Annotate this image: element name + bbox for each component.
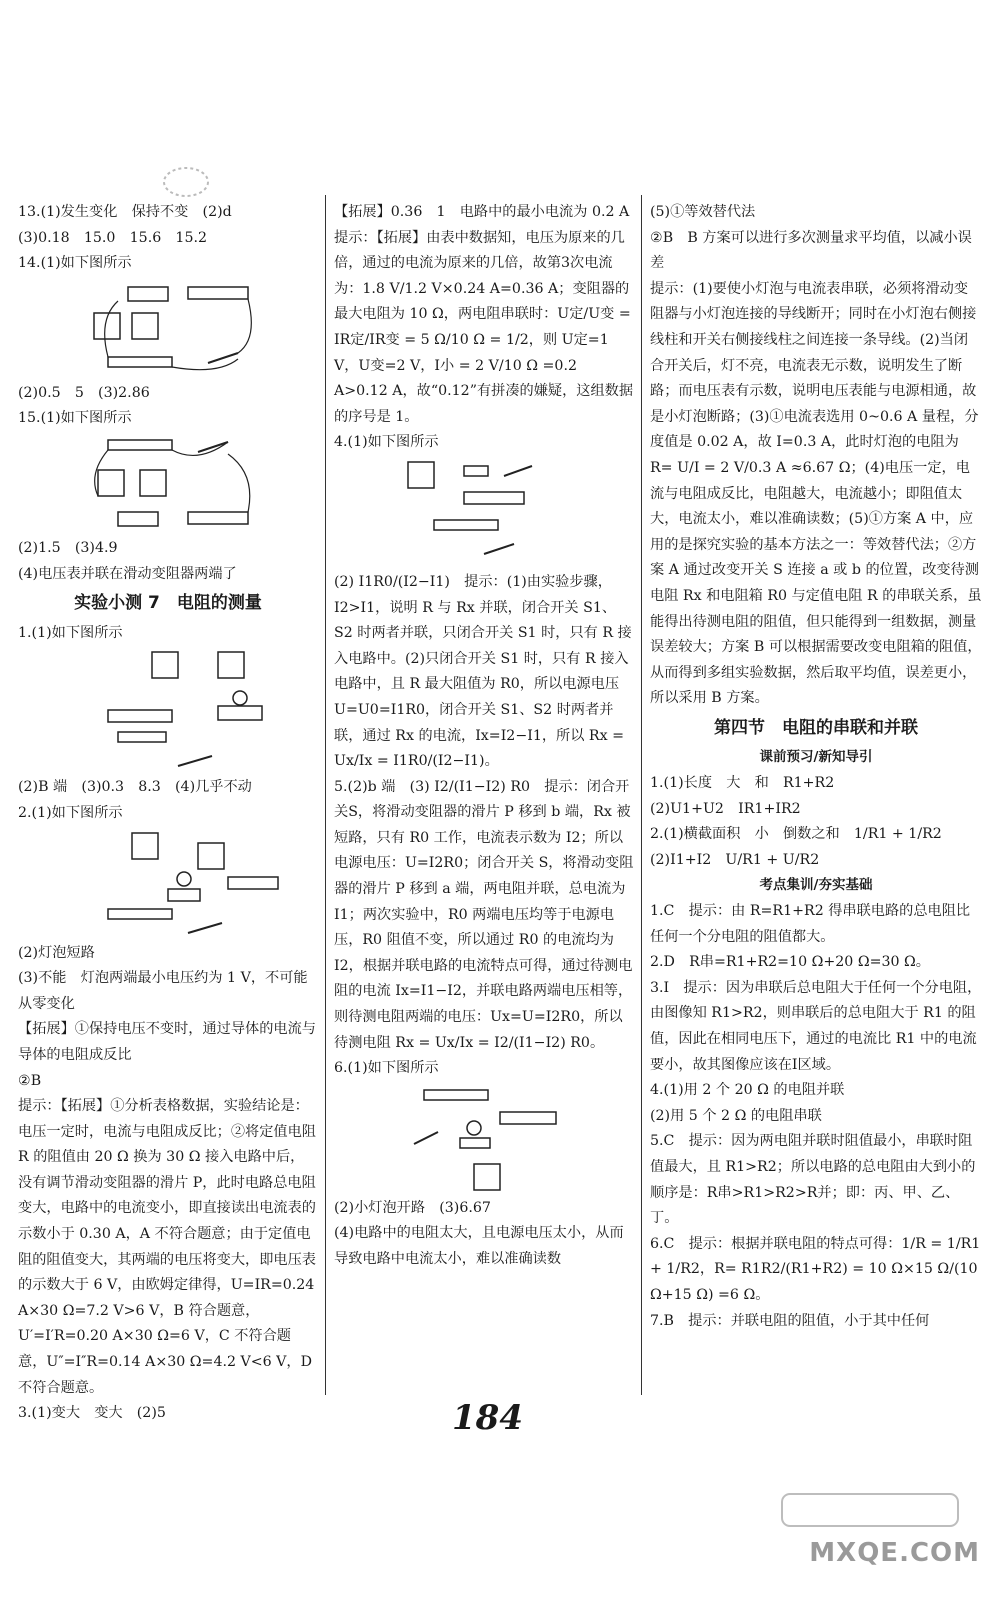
practice-answer-1: 1.C 提示：由 R=R1+R2 得串联电路的总电阻比任何一个分电阻的阻值都大。 — [650, 903, 971, 945]
circuit-diagram-exp-4 — [404, 458, 564, 568]
practice-answer-3: 3.Ⅰ 提示：因为串联后总电阻大于任何一个分电阻，由图像知 R1>R2，则串联后的总电阻大于 R1 的阻值，因此在相同电压下，通过的电流比 R1 中的电流要小，故其图像应该在Ⅰ区域。 — [650, 979, 982, 1073]
subsection-practice: 考点集训/夯实基础 — [759, 877, 873, 894]
answer-13-a: 13.(1)发生变化 保持不变 (2)d — [18, 204, 232, 220]
exp-answer-6-hint: 提示：(1)要使小灯泡与电流表串联，必须将滑动变阻器与小灯泡连接的导线断开；同时在小灯泡右侧接线柱和开关右侧接线柱之间连接一条导线。(2)当闭合开关后，灯不亮，电流表无示数，说明发生了断路；而电压表有示数，说明电压表能与电源相通，故是小灯泡断路；(3)①电流表选用 0~0.6 A 量程，分度值是 0.02 A，故 I=0.3 A，此时灯泡的电阻为 R= U/I = 2 V/0.3 A ≈6.67 Ω；(4)电压一定，电流与电阻成反比，电阻越大，电流越小；即阻值太大，电流太小，难以准确读数；(5)①方案 A 中，应用的是探究实验的基本方法之一：等效替代法；②方案 A 通过改变开关 S 连接 a 或 b 的位置，改变待测电阻 Rx 和电阻箱 R0 与定值电阻 R 的串联关系，虽能得出待测电阻的阻值，但只能得到一组数据，测量误差较大；方案 B 可以根据需要改变电阻箱的阻值，从而得到多组实验数据，然后取平均值，误差更小，所以采用 B 方案。 — [650, 280, 982, 707]
section-title-experiment-7: 实验小测 7 电阻的测量 — [74, 593, 262, 614]
exp-answer-2-hint: 提示：【拓展】①分析表格数据，实验结论是：电压一定时，电流与电阻成反比；②将定值电阻 R 的阻值由 20 Ω 换为 30 Ω 接入电路中后，没有调节滑动变阻器的滑片 P，此时电路总电阻变大，电路中的电流变小，即直接读出电流表的示数小于 0.30 A，A 不符合题意；由于定值电阻的阻值变大，其两端的电压将变大，即电压表的示数大于 6 V，由欧姆定律得，U=IR=0.24 A×30 Ω=7.2 V>6 V，B 符合题意，U′=I′R=0.20 A×30 Ω=6 V，C 不符合题意，U″=I″R=0.14 A×30 Ω=4.2 V<6 V，D 不符合题意。 — [18, 1098, 316, 1396]
practice-answer-6: 6.C 提示：根据并联电阻的特点可得：1/R = 1/R1 + 1/R2，R= R1R2/(R1+R2) = 10 Ω×15 Ω/(10 Ω+15 Ω) =6 Ω。 — [650, 1235, 981, 1303]
exp-answer-6-e: ②B B 方案可以进行多次测量求平均值，以减小误差 — [650, 229, 972, 272]
answer-extension-a: 【拓展】0.36 1 电路中的最小电流为 0.2 A — [334, 204, 630, 220]
exp-answer-6-b: (2)小灯泡开路 (3)6.67 — [334, 1199, 491, 1216]
answer-14-b: (2)0.5 5 (3)2.86 — [18, 384, 150, 401]
exp-answer-5: 5.(2)b 端 (3) I2/(I1−I2) R0 提示：闭合开关S，将滑动变阻器的滑片 P 移到 b 端，Rx 被短路，只有 R0 工作，电流表示数为 I2；所以电源电压：U=I2R0；闭合开关 S，将滑动变阻器的滑片 P 移到 a 端，两电阻并联，总电流为 I1；两次实验中，R0 两端电压均等于电源电压，R0 阻值不变，所以通过 R0 的电流均为 I2，根据并联电路的电流特点可得，通过待测电阻的电流 Ix=I1−I2，并联电路两端电压相等，则待测电阻两端的电压：Ux=U=I2R0，所以待测电阻 Rx = Ux/Ix = I2/(I1−I2) R0。 — [334, 778, 634, 1051]
circuit-diagram-exp-2 — [88, 829, 288, 939]
circuit-diagram-15 — [88, 434, 258, 534]
preview-answer-2-a: 2.(1)横截面积 小 倒数之和 1/R1 + 1/R2 — [650, 826, 942, 843]
exp-answer-2-b: (2)灯泡短路 — [18, 944, 95, 961]
exp-answer-2-extension-b: ②B — [18, 1072, 42, 1089]
exp-answer-2-c: (3)不能 灯泡两端最小电压约为 1 V，不可能从零变化 — [18, 970, 308, 1012]
preview-answer-1-b: (2)U1+U2 IR1+IR2 — [650, 800, 801, 817]
page-number: 184 — [452, 1398, 523, 1438]
preview-answer-1-a: 1.(1)长度 大 和 R1+R2 — [650, 775, 835, 792]
stamp-graphic — [160, 162, 212, 202]
exp-answer-6-d: (5)①等效替代法 — [650, 204, 756, 220]
answer-15-c: (4)电压表并联在滑动变阻器两端了 — [18, 565, 237, 582]
exp-answer-1-b: (2)B 端 (3)0.3 8.3 (4)几乎不动 — [18, 779, 252, 796]
practice-answer-5: 5.C 提示：因为两电阻并联时阻值最小，串联时阻值最大，且 R1>R2；所以电路的总电阻由大到小的顺序是：R串>R1>R2>R并；即：丙、甲、乙、丁。 — [650, 1133, 976, 1227]
subsection-preview: 课前预习/新知导引 — [759, 749, 873, 766]
exp-answer-4-a: 4.(1)如下图所示 — [334, 434, 439, 451]
preview-answer-2-b: (2)I1+I2 U/R1 + U/R2 — [650, 851, 820, 868]
circuit-diagram-exp-1 — [88, 648, 288, 773]
circuit-diagram-exp-6 — [404, 1084, 564, 1194]
answer-extension-hint: 提示：【拓展】由表中数据知，电压为原来的几倍，通过的电流为原来的几倍，故第3次电流为：1.8 V/1.2 V×0.24 A=0.36 A；变阻器的最大电阻为 10 Ω，两电阻串联时：U定/U变 = IR定/IR变 = 5 Ω/10 Ω = 1/2，则 U定=1 V，U变=2 V，I小 = 2 V/10 Ω =0.2 A>0.12 A，故“0.12”有拼凑的嫌疑，这组数据的序号是 1。 — [334, 229, 634, 425]
exp-answer-2-a: 2.(1)如下图所示 — [18, 804, 123, 821]
answer-14-a: 14.(1)如下图所示 — [18, 255, 132, 272]
left-column — [18, 200, 318, 1427]
exp-answer-2-extension: 【拓展】①保持电压不变时，通过导体的电流与导体的电阻成反比 — [18, 1021, 316, 1063]
answer-15-a: 15.(1)如下图所示 — [18, 410, 132, 427]
exp-answer-3: 3.(1)变大 变大 (2)5 — [18, 1405, 166, 1422]
column-divider-1 — [325, 195, 326, 1395]
answer-13-b: (3)0.18 15.0 15.6 15.2 — [18, 229, 208, 246]
practice-answer-7: 7.B 提示：并联电阻的阻值，小于其中任何 — [650, 1312, 930, 1329]
practice-answer-4-b: (2)用 5 个 2 Ω 的电阻串联 — [650, 1107, 822, 1124]
middle-column — [334, 200, 634, 1273]
exp-answer-6-c: (4)电路中的电阻太大，且电源电压太小，从而导致电路中电流太小，难以准确读数 — [334, 1225, 624, 1267]
section-title-4: 第四节 电阻的串联和并联 — [714, 717, 918, 738]
answer-15-b: (2)1.5 (3)4.9 — [18, 539, 118, 556]
exp-answer-4-b: (2) I1R0/(I2−I1) 提示：(1)由实验步骤，I2>I1，说明 R 与 Rx 并联，闭合开关 S1、S2 时两者并联，只闭合开关 S1 时，只有 R 接入电路中。(2)只闭合开关 S1 时，只有 R 接入电路中，且 R 最大阻值为 R0，所以电源电压 U=U0=I1R0，闭合开关 S1、S2 时两者并联，通过 Rx 的电流，Ix=I2−I1，所以 Rx = Ux/Ix = I1R0/(I2−I1)。 — [334, 573, 632, 770]
watermark-site: MXQE.COM — [809, 1538, 980, 1568]
right-column — [650, 200, 982, 1334]
circuit-diagram-14 — [88, 279, 258, 379]
practice-answer-4-a: 4.(1)用 2 个 20 Ω 的电阻并联 — [650, 1082, 845, 1099]
exp-answer-1-a: 1.(1)如下图所示 — [18, 624, 123, 641]
column-divider-2 — [641, 195, 642, 1395]
watermark-logo — [780, 1490, 960, 1530]
practice-answer-2: 2.D R串=R1+R2=10 Ω+20 Ω=30 Ω。 — [650, 954, 930, 971]
exp-answer-6-a: 6.(1)如下图所示 — [334, 1060, 439, 1077]
